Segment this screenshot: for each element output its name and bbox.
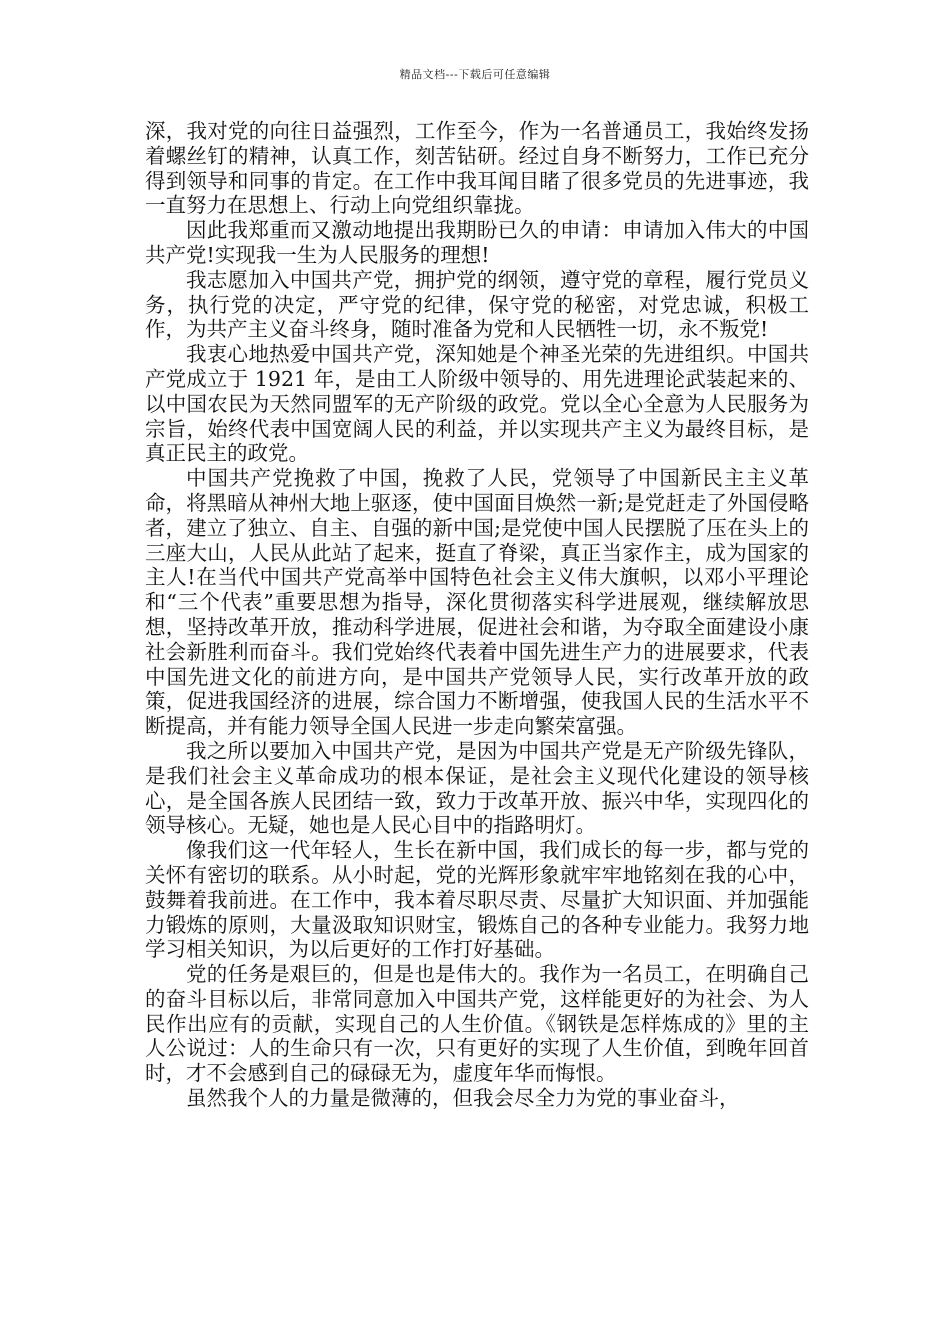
paragraph-party-intro: 我衷心地热爱中国共产党，深知她是个神圣光荣的先进组织。中国共产党成立于 1921 年，是由工人阶级中领导的、用先进理论武装起来的、以中国农民为天然同盟军的无产阶级的政党。党以全心全意为人民服务为宗旨，始终代表中国宽阔人民的利益，并以实现共产主义为最终目标，是真正民主的政党。 bbox=[145, 342, 809, 466]
page-header: 精品文档---下载后可任意编辑 bbox=[399, 68, 551, 81]
paragraph-continuation: 深，我对党的向往日益强烈，工作至今，作为一名普通员工，我始终发扬着螺丝钉的精神，认真工作，刻苦钻研。经过自身不断努力，工作已充分得到领导和同事的肯定。在工作中我耳闻目睹了很多党员的先进事迹，我一直努力在思想上、行动上向党组织靠拢。 bbox=[145, 119, 809, 218]
paragraph-application: 因此我郑重而又激动地提出我期盼已久的申请：申请加入伟大的中国共产党!实现我一生为人民服务的理想! bbox=[145, 218, 809, 267]
paragraph-reason: 我之所以要加入中国共产党，是因为中国共产党是无产阶级先锋队，是我们社会主义革命成功的根本保证，是社会主义现代化建设的领导核心，是全国各族人民团结一致，致力于改革开放、振兴中华，实现四化的领导核心。无疑，她也是人民心目中的指路明灯。 bbox=[145, 738, 809, 838]
paragraph-oath: 我志愿加入中国共产党，拥护党的纲领，遵守党的章程，履行党员义务，执行党的决定，严守党的纪律，保守党的秘密，对党忠诚，积极工作，为共产主义奋斗终身，随时准备为党和人民牺牲一切，永不叛党! bbox=[145, 267, 809, 342]
paragraph-youth: 像我们这一代年轻人，生长在新中国，我们成长的每一步，都与党的关怀有密切的联系。从小时起，党的光辉形象就牢牢地铭刻在我的心中，鼓舞着我前进。在工作中，我本着尽职尽责、尽量扩大知识面、并加强能力锻炼的原则，大量汲取知识财宝，锻炼自己的各种专业能力。我努力地学习相关知识，为以后更好的工作打好基础。 bbox=[145, 838, 809, 962]
document-body bbox=[145, 119, 809, 1111]
paragraph-task: 党的任务是艰巨的，但是也是伟大的。我作为一名员工，在明确自己的奋斗目标以后，非常同意加入中国共产党，这样能更好的为社会、为人民作出应有的贡献，实现自己的人生价值。《钢铁是怎样炼成的》里的主人公说过：人的生命只有一次，只有更好的实现了人生价值，到晚年回首时，才不会感到自己的碌碌无为，虚度年华而悔恨。 bbox=[145, 962, 809, 1086]
paragraph-closing: 虽然我个人的力量是微薄的，但我会尽全力为党的事业奋斗， bbox=[186, 1086, 740, 1111]
paragraph-party-history: 中国共产党挽救了中国，挽救了人民，党领导了中国新民主主义革命，将黑暗从神州大地上驱逐，使中国面目焕然一新;是党赶走了外国侵略者，建立了独立、自主、自强的新中国;是党使中国人民摆脱了压在头上的三座大山，人民从此站了起来，挺直了脊梁，真正当家作主，成为国家的主人!在当代中国共产党高举中国特色社会主义伟大旗帜，以邓小平理论和“三个代表”重要思想为指导，深化贯彻落实科学进展观，继续解放思想，坚持改革开放，推动科学进展，促进社会和谐，为夺取全面建设小康社会新胜利而奋斗。我们党始终代表着中国先进生产力的进展要求，代表中国先进文化的前进方向，是中国共产党领导人民，实行改革开放的政策，促进我国经济的进展，综合国力不断增强，使我国人民的生活水平不断提高，并有能力领导全国人民进一步走向繁荣富强。 bbox=[145, 466, 809, 739]
